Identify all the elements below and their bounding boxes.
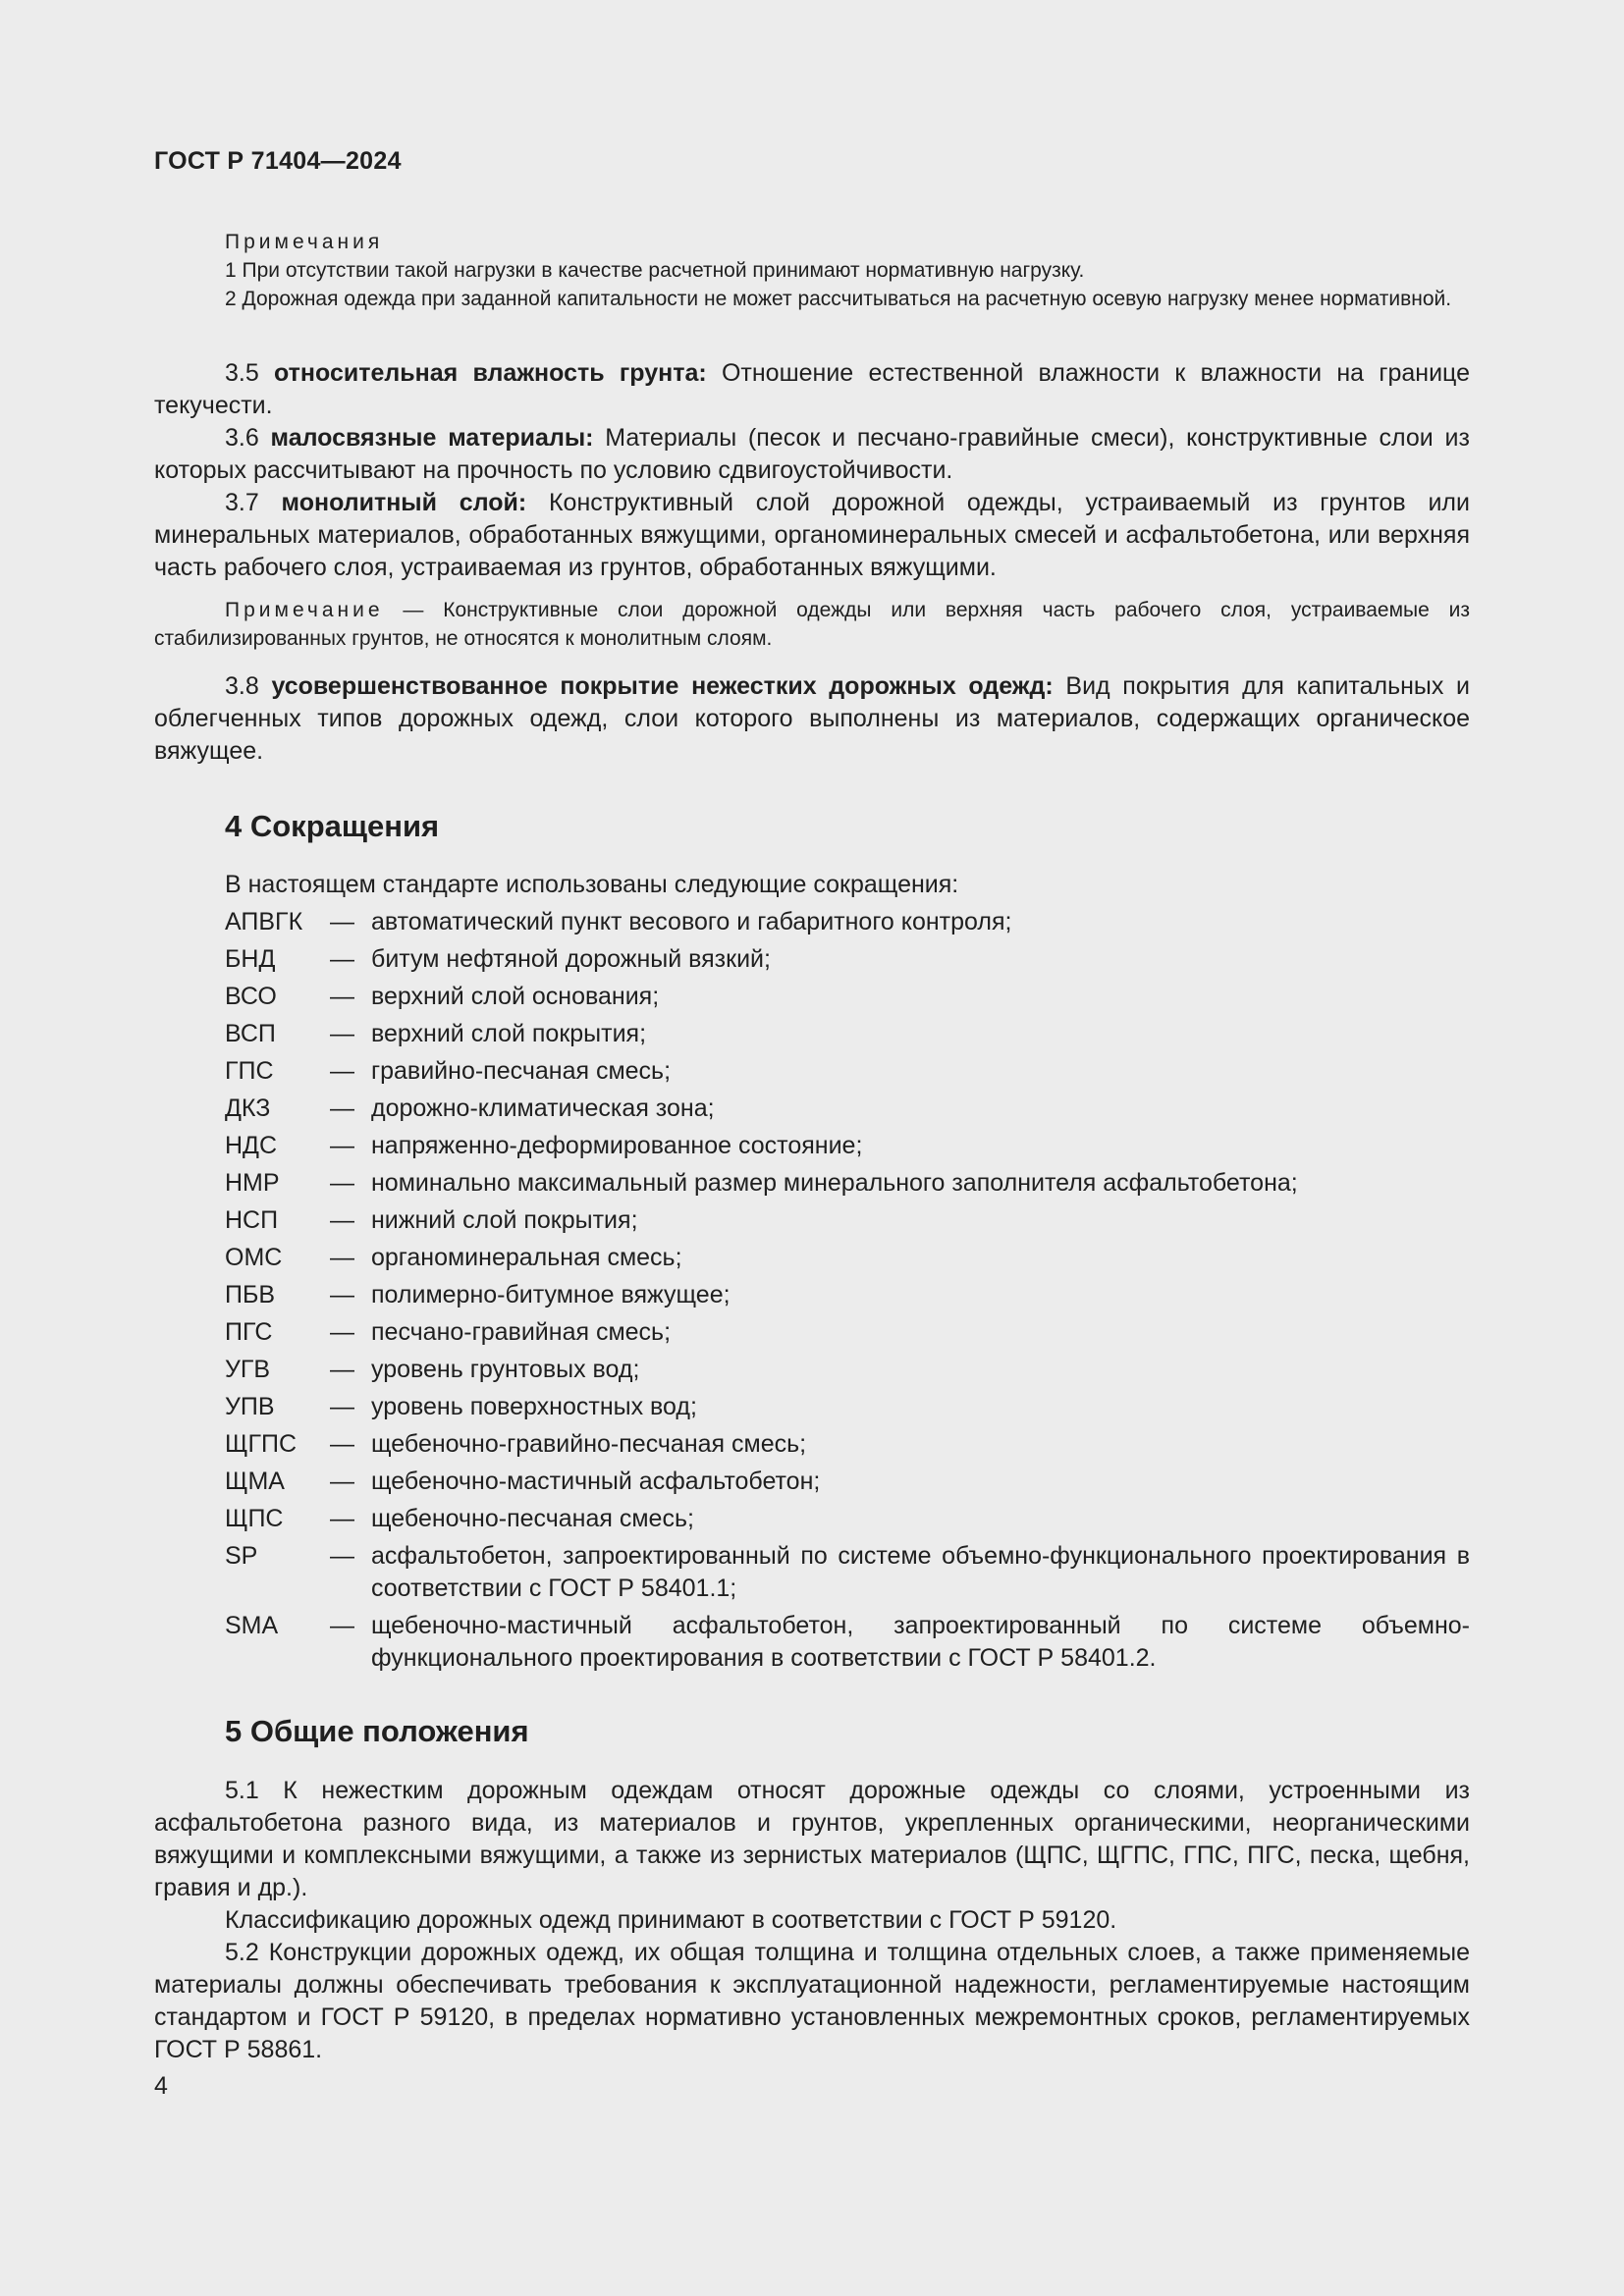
paragraph-5-1-classification: Классификацию дорожных одежд принимают в соответствии с ГОСТ Р 59120. [225,1906,1117,1934]
abbreviation-row [225,1018,1470,1050]
term-definition: Конструктивный слой дорожной одежды, устраиваемый из грунтов или минеральных материалов, обработанных вяжущими, органоминеральных смесей и асфальтобетона, или верхняя часть рабочего слоя, устраиваемая из грунтов, обработанных вяжущими. [154,489,1470,581]
abbreviation-code: ДКЗ [225,1095,271,1122]
abbreviation-row [225,1130,1470,1162]
document-header-code: ГОСТ Р 71404—2024 [154,147,402,175]
abbreviation-description: щебеночно-мастичный асфальтобетон; [371,1468,821,1495]
abbreviation-code: ОМС [225,1244,283,1271]
abbreviation-row [225,1055,1470,1088]
section-5-heading: 5 Общие положения [225,1714,529,1748]
abbreviation-row [225,981,1470,1013]
note-text: — Конструктивные слои дорожной одежды или верхняя часть рабочего слоя, устраиваемые из стабилизированных грунтов, не относятся к монолитным слоям. [154,599,1470,650]
section-4-heading: 4 Сокращения [225,809,440,843]
abbreviation-dash: — [330,1281,354,1308]
abbreviation-code: НСП [225,1206,279,1234]
abbreviation-row [225,1466,1470,1498]
abbreviation-dash: — [330,1356,354,1383]
abbreviation-dash: — [330,1505,354,1532]
term-3-7-note [154,596,1470,653]
abbreviation-description: нижний слой покрытия; [371,1206,638,1234]
abbreviation-row [225,1316,1470,1349]
abbreviation-dash: — [330,1206,354,1234]
abbreviation-row [225,1167,1470,1200]
abbreviation-code: БНД [225,945,276,973]
note-item-1: 1 При отсутствии такой нагрузки в качестве расчетной принимают нормативную нагрузку. [225,259,1085,282]
abbreviation-dash: — [330,1542,354,1570]
term-title: малосвязные материалы: [270,424,594,452]
abbreviation-description: органоминеральная смесь; [371,1244,682,1271]
term-3-6 [154,422,1470,487]
term-title: относительная влажность грунта: [274,359,707,387]
abbreviation-dash: — [330,1095,354,1122]
abbreviation-description: дорожно-климатическая зона; [371,1095,715,1122]
abbreviation-code: ЩМА [225,1468,285,1495]
abbreviation-description: автоматический пункт весового и габаритного контроля; [371,908,1012,935]
notes-top [154,228,1470,313]
abbreviation-dash: — [330,1612,354,1639]
abbreviation-row [225,1428,1470,1461]
abbreviation-code: ПБВ [225,1281,276,1308]
term-number: 3.5 [225,359,259,387]
abbreviation-row [225,1242,1470,1274]
term-number: 3.7 [225,489,259,516]
abbreviation-description: песчано-гравийная смесь; [371,1318,672,1346]
abbreviation-row [225,1391,1470,1423]
abbreviation-row [225,1610,1470,1675]
abbreviation-code: УПВ [225,1393,275,1420]
abbreviation-code: SP [225,1542,258,1570]
paragraph-5-2: 5.2 Конструкции дорожных одежд, их общая толщина и толщина отдельных слоев, а также применяемые материалы должны обеспечивать требования к эксплуатационной надежности, регламентируемые настоящим стандартом и ГОСТ Р 59120, в пределах нормативно установленных межремонтных сроков, регламентируемых ГОСТ Р 58861. [154,1939,1470,2063]
abbreviation-row [225,1540,1470,1605]
abbreviation-code: УГВ [225,1356,271,1383]
term-3-8 [154,670,1470,768]
section-4-intro: В настоящем стандарте использованы следующие сокращения: [225,871,959,898]
abbreviation-code: ГПС [225,1057,274,1085]
abbreviation-row [225,1093,1470,1125]
term-title: монолитный слой: [281,489,527,516]
abbreviations-list [225,906,1470,1680]
term-number: 3.6 [225,424,259,452]
abbreviation-description: гравийно-песчаная смесь; [371,1057,672,1085]
abbreviation-dash: — [330,983,354,1010]
page-number: 4 [154,2072,168,2100]
abbreviation-row [225,1279,1470,1311]
abbreviation-code: SMA [225,1612,279,1639]
abbreviation-dash: — [330,1468,354,1495]
abbreviation-row [225,1503,1470,1535]
term-definition: Материалы (песок и песчано-гравийные смеси), конструктивные слои из которых рассчитывают на прочность по условию сдвигоустойчивости. [154,424,1470,484]
abbreviation-code: АПВГК [225,908,303,935]
abbreviation-code: ВСП [225,1020,276,1047]
abbreviation-row [225,906,1470,938]
abbreviation-description: уровень поверхностных вод; [371,1393,697,1420]
abbreviation-code: НДС [225,1132,278,1159]
paragraph-5-1: 5.1 К нежестким дорожным одеждам относят дорожные одежды со слоями, устроенными из асфальтобетона разного вида, из материалов и грунтов, укрепленных органическими, неорганическими вяжущими и комплексными вяжущими, а также из зернистых материалов (ЩПС, ЩГПС, ГПС, ПГС, песка, щебня, гравия и др.). [154,1777,1470,1901]
abbreviation-code: ЩГПС [225,1430,297,1458]
abbreviation-description: битум нефтяной дорожный вязкий; [371,945,771,973]
term-definition: Отношение естественной влажности к влажности на границе текучести. [154,359,1470,419]
abbreviation-dash: — [330,1020,354,1047]
term-title: усовершенствованное покрытие нежестких дорожных одежд: [271,672,1054,700]
term-3-7 [154,487,1470,584]
abbreviation-description: верхний слой покрытия; [371,1020,647,1047]
abbreviation-dash: — [330,1393,354,1420]
abbreviation-code: ВСО [225,983,277,1010]
abbreviation-dash: — [330,1057,354,1085]
term-3-5 [154,357,1470,422]
abbreviation-row [225,1354,1470,1386]
notes-title: Примечания [225,231,384,253]
abbreviation-dash: — [330,1169,354,1197]
abbreviation-description: асфальтобетон, запроектированный по системе объемно-функционального проектирования в соответствии с ГОСТ Р 58401.1; [371,1542,1470,1602]
note-item-2: 2 Дорожная одежда при заданной капитальности не может рассчитываться на расчетную осевую нагрузку менее нормативной. [225,288,1452,310]
abbreviation-dash: — [330,945,354,973]
term-number: 3.8 [225,672,259,700]
term-definition: Вид покрытия для капитальных и облегченных типов дорожных одежд, слои которого выполнены из материалов, содержащих органическое вяжущее. [154,672,1471,765]
abbreviation-code: ЩПС [225,1505,284,1532]
abbreviation-description: щебеночно-мастичный асфальтобетон, запроектированный по системе объемно-функционального проектирования в соответствии с ГОСТ Р 58401.2. [371,1612,1470,1672]
abbreviation-description: щебеночно-гравийно-песчаная смесь; [371,1430,807,1458]
abbreviation-dash: — [330,1132,354,1159]
abbreviation-dash: — [330,1244,354,1271]
abbreviation-code: ПГС [225,1318,273,1346]
abbreviation-description: щебеночно-песчаная смесь; [371,1505,694,1532]
abbreviation-description: уровень грунтовых вод; [371,1356,640,1383]
abbreviation-description: верхний слой основания; [371,983,660,1010]
note-label: Примечание [225,599,384,621]
abbreviation-dash: — [330,908,354,935]
abbreviation-row [225,1204,1470,1237]
abbreviation-row [225,943,1470,976]
abbreviation-description: полимерно-битумное вяжущее; [371,1281,731,1308]
abbreviation-description: номинально максимальный размер минерального заполнителя асфальтобетона; [371,1169,1298,1197]
abbreviation-description: напряженно-деформированное состояние; [371,1132,863,1159]
abbreviation-code: НМР [225,1169,280,1197]
abbreviation-dash: — [330,1318,354,1346]
abbreviation-dash: — [330,1430,354,1458]
